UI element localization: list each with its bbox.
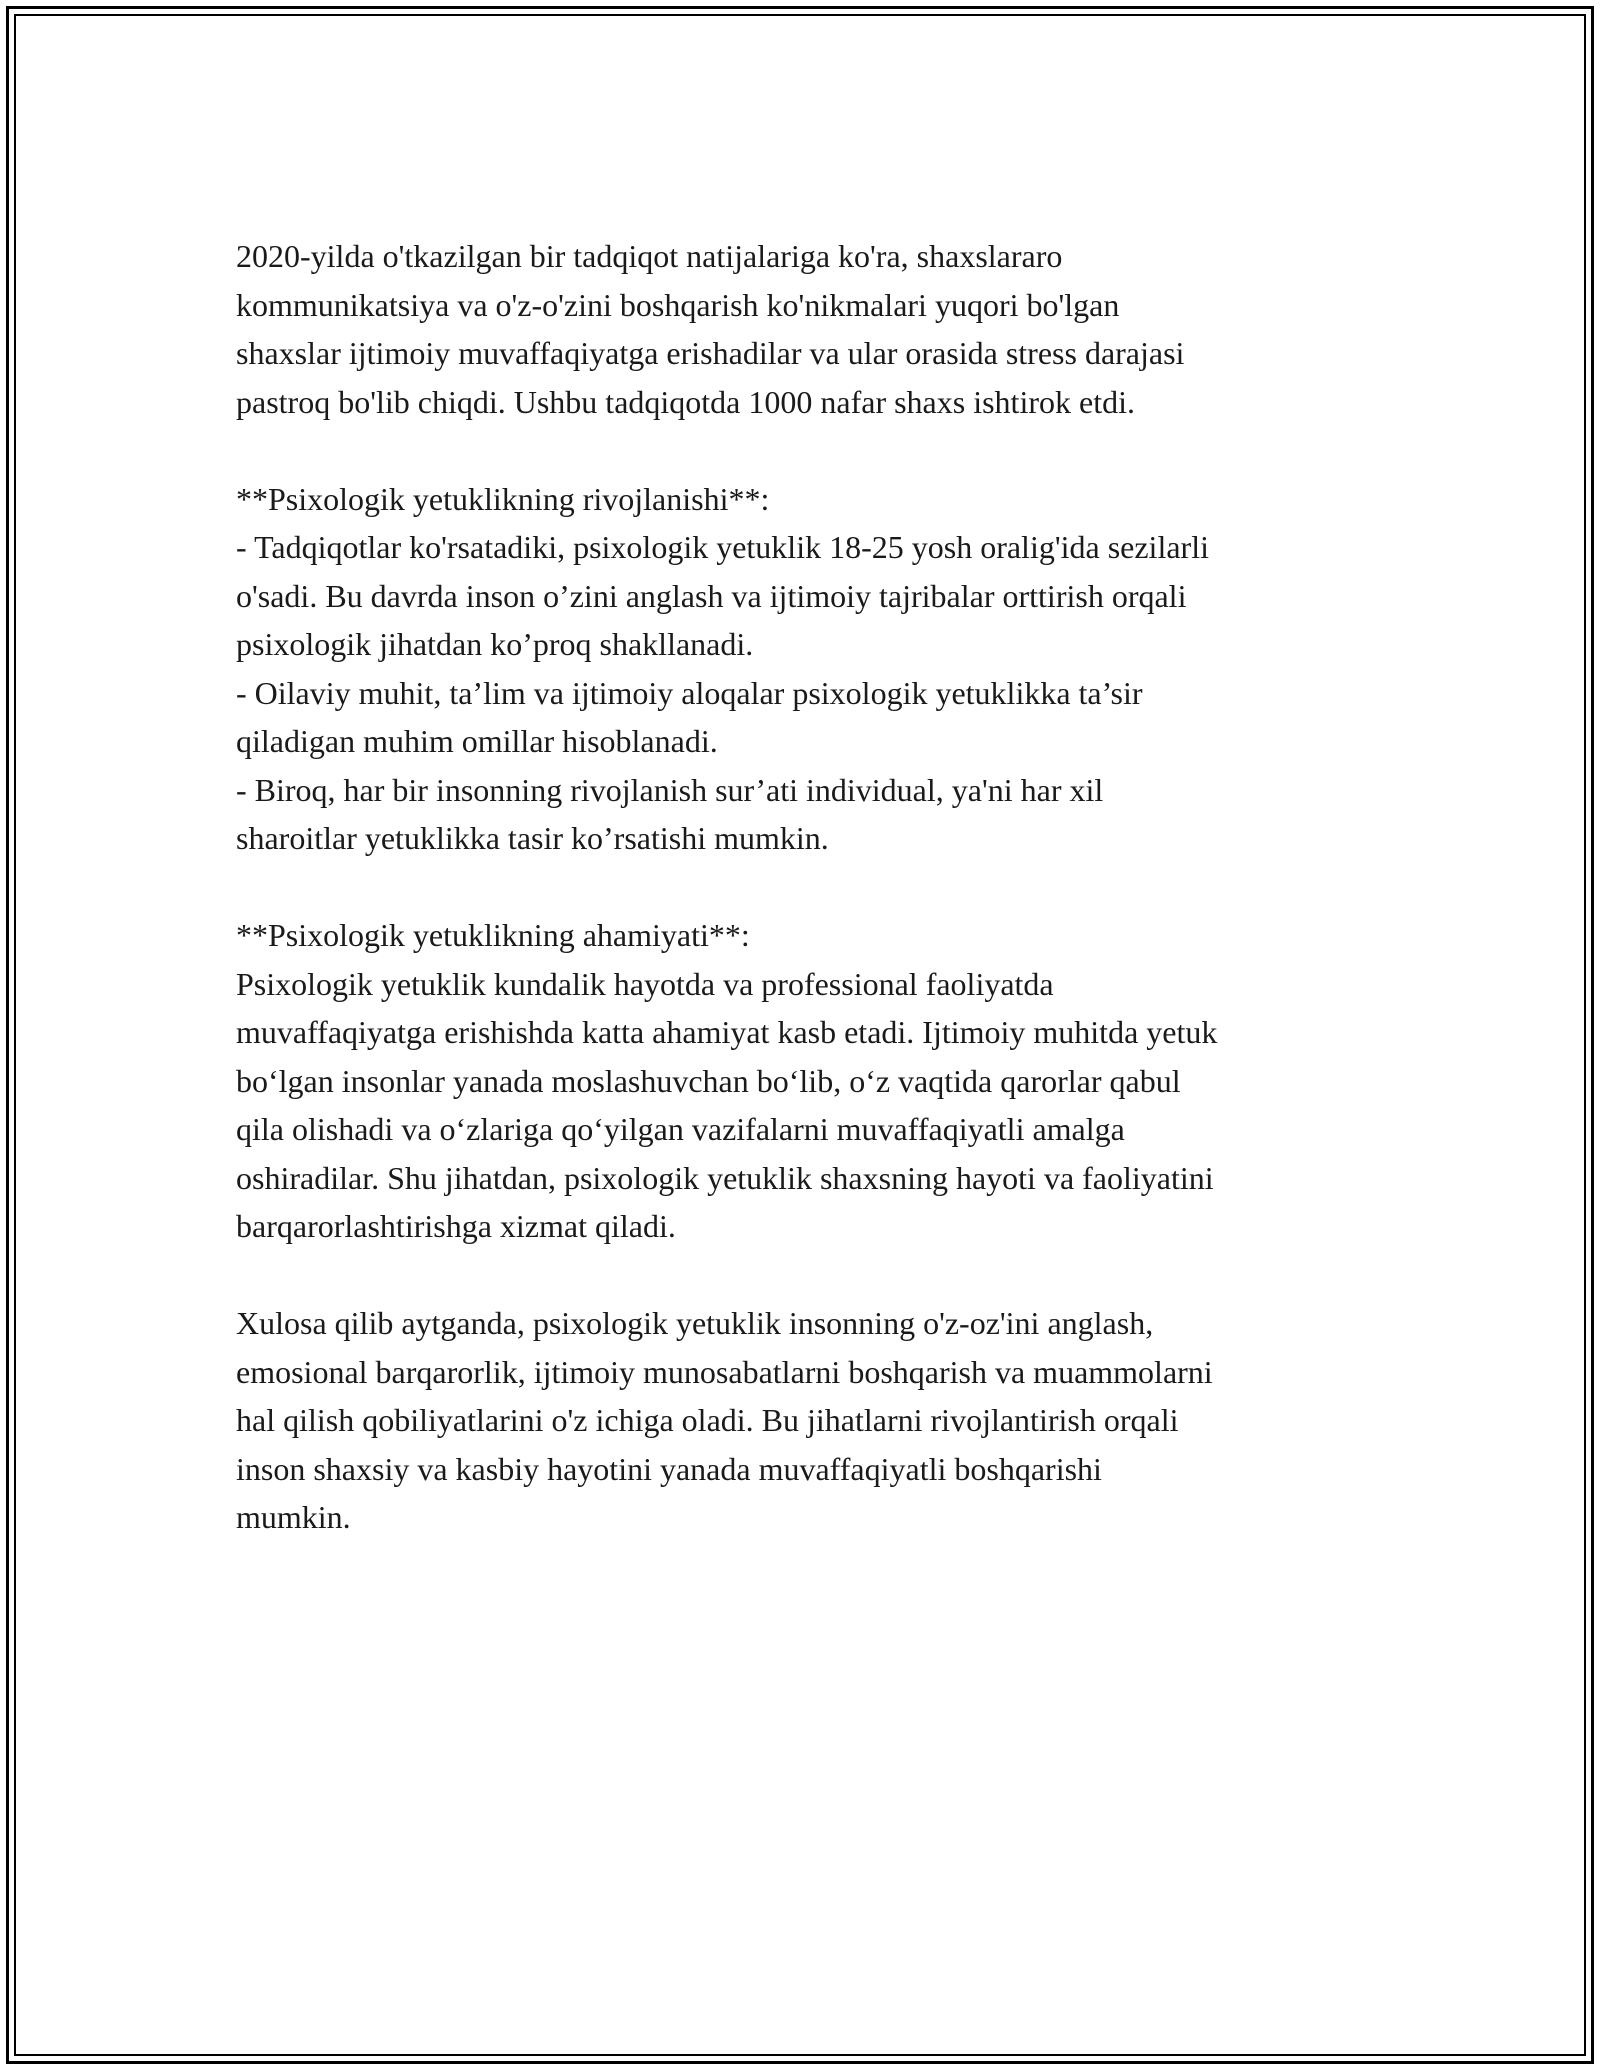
importance-section bbox=[236, 911, 1376, 1251]
text-line: sharoitlar yetuklikka tasir ko’rsatishi mumkin. bbox=[236, 820, 829, 856]
text-line: Xulosa qilib aytganda, psixologik yetuklik insonning o'z-oz'ini anglash, bbox=[236, 1305, 1154, 1341]
text-line: oshiradilar. Shu jihatdan, psixologik yetuklik shaxsning hayoti va faoliyatini bbox=[236, 1159, 1214, 1196]
text-line: - Biroq, har bir insonning rivojlanish sur’ati individual, ya'ni har xil bbox=[236, 771, 1104, 808]
paragraph-spacer bbox=[236, 426, 1376, 475]
intro-paragraph bbox=[236, 232, 1376, 426]
text-line: shaxslar ijtimoiy muvaffaqiyatga erishadilar va ular orasida stress darajasi bbox=[236, 335, 1185, 371]
section-heading: **Psixologik yetuklikning ahamiyati**: bbox=[236, 917, 750, 953]
text-line: - Tadqiqotlar ko'rsatadiki, psixologik yetuklik 18-25 yosh oralig'ida sezilarli bbox=[236, 529, 1209, 565]
text-line: - Oilaviy muhit, ta’lim va ijtimoiy aloqalar psixologik yetuklikka ta’sir bbox=[236, 674, 1143, 711]
text-line: kommunikatsiya va o'z-o'zini boshqarish ko'nikmalari yuqori bo'lgan bbox=[236, 286, 1120, 323]
text-line: qiladigan muhim omillar hisoblanadi. bbox=[236, 723, 718, 759]
document-body bbox=[236, 232, 1376, 1542]
paragraph-spacer bbox=[236, 863, 1376, 912]
text-line: emosional barqarorlik, ijtimoiy munosabatlarni boshqarish va muammolarni bbox=[236, 1353, 1213, 1390]
text-line: psixologik jihatdan ko’proq shakllanadi. bbox=[236, 626, 754, 662]
text-line: 2020-yilda o'tkazilgan bir tadqiqot natijalariga ko'ra, shaxslararo bbox=[236, 238, 1063, 274]
text-line: bo‘lgan insonlar yanada moslashuvchan bo‘lib, o‘z vaqtida qarorlar qabul bbox=[236, 1062, 1181, 1099]
text-line: qila olishadi va o‘zlariga qo‘yilgan vazifalarni muvaffaqiyatli amalga bbox=[236, 1111, 1125, 1147]
text-line: hal qilish qobiliyatlarini o'z ichiga oladi. Bu jihatlarni rivojlantirish orqali bbox=[236, 1402, 1179, 1438]
text-line: inson shaxsiy va kasbiy hayotini yanada muvaffaqiyatli boshqarishi bbox=[236, 1450, 1102, 1487]
text-line: barqarorlashtirishga xizmat qiladi. bbox=[236, 1208, 676, 1244]
text-line: muvaffaqiyatga erishishda katta ahamiyat kasb etadi. Ijtimoiy muhitda yetuk bbox=[236, 1014, 1218, 1050]
conclusion-paragraph bbox=[236, 1299, 1376, 1542]
section-heading: **Psixologik yetuklikning rivojlanishi**: bbox=[236, 480, 770, 517]
text-line: o'sadi. Bu davrda inson o’zini anglash va ijtimoiy tajribalar orttirish orqali bbox=[236, 577, 1187, 614]
paragraph-spacer bbox=[236, 1251, 1376, 1300]
text-line: mumkin. bbox=[236, 1499, 351, 1535]
text-line: pastroq bo'lib chiqdi. Ushbu tadqiqotda 1000 nafar shaxs ishtirok etdi. bbox=[236, 383, 1135, 420]
development-section bbox=[236, 475, 1376, 863]
text-line: Psixologik yetuklik kundalik hayotda va professional faoliyatda bbox=[236, 965, 1054, 1002]
